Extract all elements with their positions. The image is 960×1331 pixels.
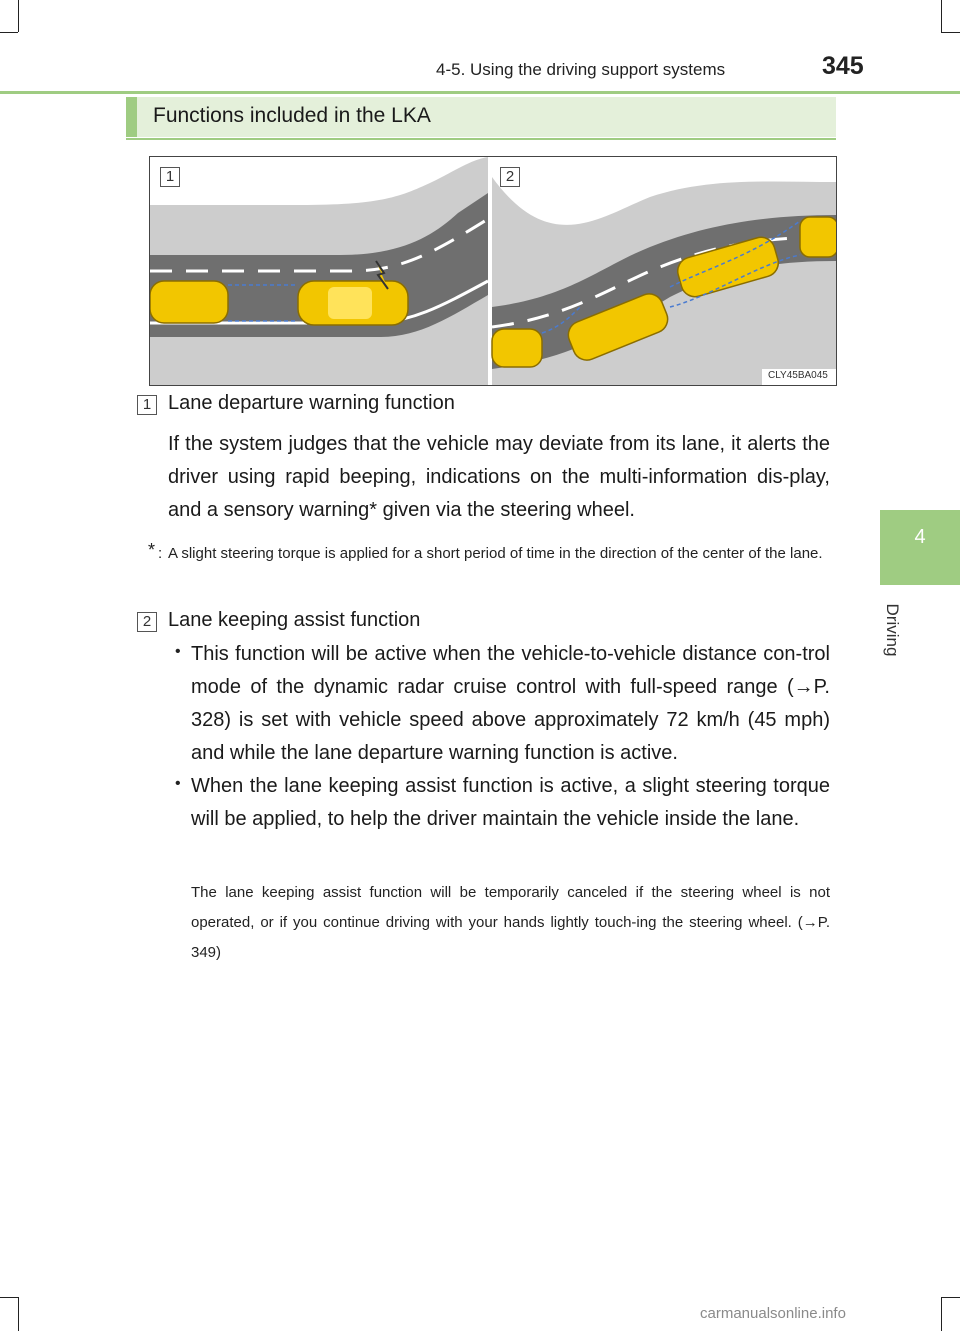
item-number-1: 1: [137, 395, 157, 415]
bullet-mark: •: [175, 643, 181, 660]
chapter-tab-number: 4: [914, 526, 926, 548]
crop-mark: [941, 1297, 942, 1331]
footnote-text: A slight steering torque is applied for a short period of time in the direction of the center of the lane.: [168, 545, 823, 562]
watermark: carmanualsonline.info: [700, 1305, 846, 1322]
crop-mark: [941, 1297, 960, 1298]
car-roof: [328, 287, 372, 319]
footnote-star: *: [148, 540, 156, 560]
header-rule: [0, 91, 960, 94]
bullet-mark: •: [175, 775, 181, 792]
chapter-tab-label: Driving: [883, 603, 902, 657]
crop-mark: [0, 32, 18, 33]
section-rule: [126, 138, 836, 140]
page-number: 345: [822, 52, 864, 80]
item-title-lane-departure-warning: Lane departure warning function: [168, 392, 455, 414]
footnote-colon: :: [158, 545, 163, 562]
section-heading-text: Functions included in the LKA: [153, 104, 431, 127]
crop-mark: [18, 0, 19, 32]
lka-illustration-drawing: [150, 157, 837, 386]
bullet-text-activation: This function will be active when the vehicle-to-vehicle distance con-trol mode of the dynamic radar cruise control with full-speed range (→P. 328) is set with vehicle speed above approximately 72 km/h (45 mph) and while the lane departure warning function is active.: [191, 643, 830, 764]
bullet-text-steering-torque: When the lane keeping assist function is active, a slight steering torque will be applied, to help the driver maintain the vehicle inside the lane.: [191, 775, 830, 830]
figure-label-2: 2: [500, 167, 520, 187]
figure-label-1: 1: [160, 167, 180, 187]
figure-code: CLY45BA045: [768, 370, 828, 381]
footnote: [148, 539, 832, 568]
header-section-title: 4-5. Using the driving support systems: [436, 60, 726, 79]
item-number-2: 2: [137, 612, 157, 632]
car: [492, 329, 542, 367]
item-title-lane-keeping-assist: Lane keeping assist function: [168, 609, 421, 631]
crop-mark: [18, 1297, 19, 1331]
crop-mark: [941, 32, 960, 33]
item-body-lane-departure-warning: If the system judges that the vehicle may deviate from its lane, it alerts the driver using rapid beeping, indications on the multi-information dis-play, and a sensory warning* given via the steering wheel.: [168, 433, 830, 521]
lka-illustration: [149, 156, 837, 386]
crop-mark: [941, 0, 942, 32]
car: [800, 217, 837, 257]
section-heading: [126, 97, 836, 137]
cancel-note: The lane keeping assist function will be temporarily canceled if the steering wheel is not operated, or if you continue driving with your hands lightly touch-ing the steering wheel. (→P. 349): [191, 884, 830, 961]
crop-mark: [0, 1297, 18, 1298]
car: [150, 281, 228, 323]
